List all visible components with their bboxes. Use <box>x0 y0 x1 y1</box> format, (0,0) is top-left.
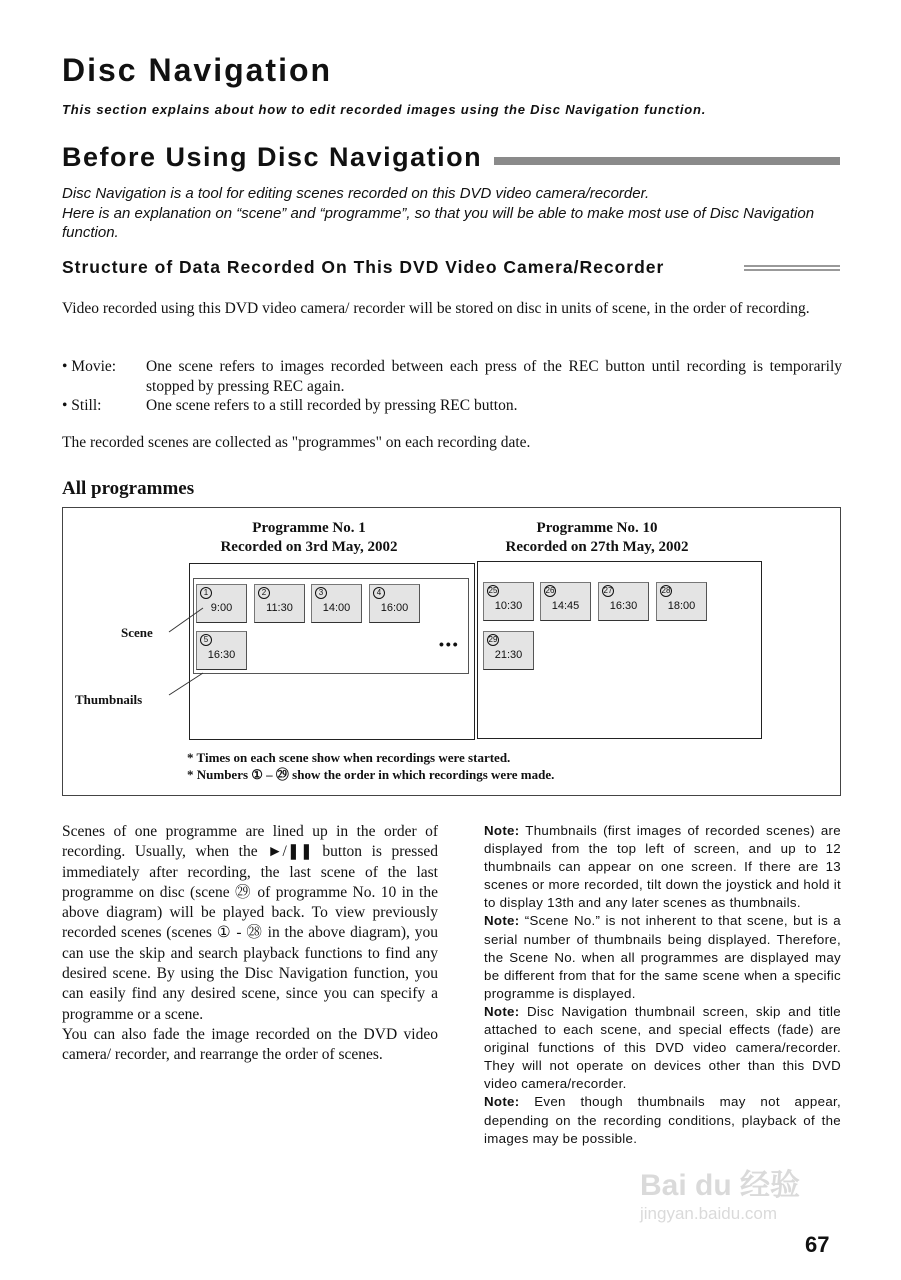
scene-time: 11:30 <box>266 602 293 614</box>
scene-time: 14:45 <box>551 600 580 612</box>
note <box>484 822 841 912</box>
scene-time: 21:30 <box>494 649 523 661</box>
note <box>484 912 841 1002</box>
ellipsis: ••• <box>439 636 460 652</box>
footnotes <box>187 749 554 783</box>
scene-time: 18:00 <box>667 600 696 612</box>
section-intro <box>62 184 852 243</box>
intro-line: Disc Navigation is a tool for editing scenes recorded on this DVD video camera/recorder. <box>62 185 650 202</box>
footnote: * Numbers ① – ㉙ show the order in which recordings were made. <box>187 767 555 782</box>
thumbnails-label: Thumbnails <box>75 692 143 707</box>
programme-number: Programme No. 1 <box>252 520 366 536</box>
page-number: 67 <box>805 1232 830 1257</box>
scene-number: 1 <box>200 587 212 599</box>
heading-rule <box>494 157 840 165</box>
scene-time: 16:30 <box>609 600 638 612</box>
note-label: Note: <box>484 1003 520 1019</box>
bullet-text: One scene refers to images recorded between each press of the REC button until recording is temporarily stopped by pressing REC again. <box>146 358 842 395</box>
programme-date: Recorded on 3rd May, 2002 <box>220 539 398 555</box>
intro-line: Here is an explanation on “scene” and “programme”, so that you will be able to make most use of Disc Navigation function. <box>62 204 815 241</box>
note-text: Even though thumbnails may not appear, depending on the recording conditions, playback of the images may be possible. <box>484 1094 841 1146</box>
scene-number: 25 <box>488 586 498 595</box>
note-text: Thumbnails (first images of recorded scenes) are displayed from the top left of screen, and up to 12 thumbnails can appear on one screen. If there are 13 scenes or more recorded, tilt down the joystick and hold it to display 13th and any later scenes as thumbnails. <box>484 823 841 911</box>
scene-label: Scene <box>121 625 153 640</box>
section-heading: Before Using Disc Navigation <box>62 142 483 172</box>
page-title: Disc Navigation <box>62 52 333 88</box>
note-label: Note: <box>484 1094 520 1110</box>
diagram-heading: All programmes <box>62 478 195 499</box>
scene-time: 9:00 <box>210 602 233 614</box>
scene-time: 16:30 <box>207 649 236 661</box>
scene-time: 14:00 <box>322 602 351 614</box>
page-subtitle: This section explains about how to edit recorded images using the Disc Navigation function. <box>62 102 707 117</box>
bullet-text: One scene refers to a still recorded by pressing REC button. <box>146 397 518 414</box>
scene-number: 28 <box>661 586 671 595</box>
bullet-key: • Movie: <box>62 358 117 375</box>
footnote: * Times on each scene show when recordings were started. <box>187 750 511 765</box>
scene-time: 10:30 <box>494 600 523 612</box>
subsection-heading: Structure of Data Recorded On This DVD Video Camera/Recorder <box>62 257 665 277</box>
note <box>484 1003 841 1093</box>
scene-number: 27 <box>603 586 613 595</box>
scene-number: 26 <box>545 586 555 595</box>
scene-number: 5 <box>200 634 212 646</box>
scene-number: 4 <box>373 587 385 599</box>
note-label: Note: <box>484 913 520 929</box>
bullet-list <box>62 357 842 416</box>
paragraph: You can also fade the image recorded on the DVD video camera/ recorder, and rearrange the order of scenes. <box>62 1025 438 1064</box>
note <box>484 1093 841 1147</box>
paragraph: Video recorded using this DVD video camera/ recorder will be stored on disc in units of scene, in the order of recording. <box>62 300 810 317</box>
scene-time: 16:00 <box>380 602 409 614</box>
scene-number: 3 <box>315 587 327 599</box>
programme-number: Programme No. 10 <box>536 520 658 536</box>
bullet-key: • Still: <box>62 397 102 414</box>
bullet-item <box>62 396 842 416</box>
scene-number: 29 <box>488 635 498 644</box>
programme-date: Recorded on 27th May, 2002 <box>505 539 689 555</box>
programme-diagram <box>62 507 841 796</box>
scene-number: 2 <box>258 587 270 599</box>
watermark: Bai du 经验 jingyan.baidu.com <box>640 1169 801 1223</box>
left-column <box>62 822 438 1066</box>
note-text: Disc Navigation thumbnail screen, skip and title attached to each scene, and special effects (fade) are original functions of this DVD video camera/recorder. They will not operate on devices other than this DVD video camera/recorder. <box>484 1003 842 1092</box>
subheading-rule <box>744 265 840 271</box>
note-label: Note: <box>484 823 520 838</box>
paragraph: The recorded scenes are collected as "programmes" on each recording date. <box>62 434 531 451</box>
paragraph: Scenes of one programme are lined up in the order of recording. Usually, when the ►/❚❚ button is pressed immediately after recording, the last scene of the last programme on disc (scene ㉙ of programme No. 10 in the above diagram) will be played back. To view previously recorded scenes (scenes ① - ㉘ in the above diagram), you can use the skip and search playback functions to find any desired scene. By using the Disc Navigation function, you can easily find any desired scene, since you can specify a programme or a scene. <box>62 823 438 1023</box>
note-text: “Scene No.” is not inherent to that scene, but is a serial number of thumbnails being displayed. Therefore, the Scene No. when all programmes are displayed may be different from that for the same scene when a specific programme is displayed. <box>484 913 841 1001</box>
notes-column <box>484 822 841 1148</box>
bullet-item <box>62 357 842 396</box>
